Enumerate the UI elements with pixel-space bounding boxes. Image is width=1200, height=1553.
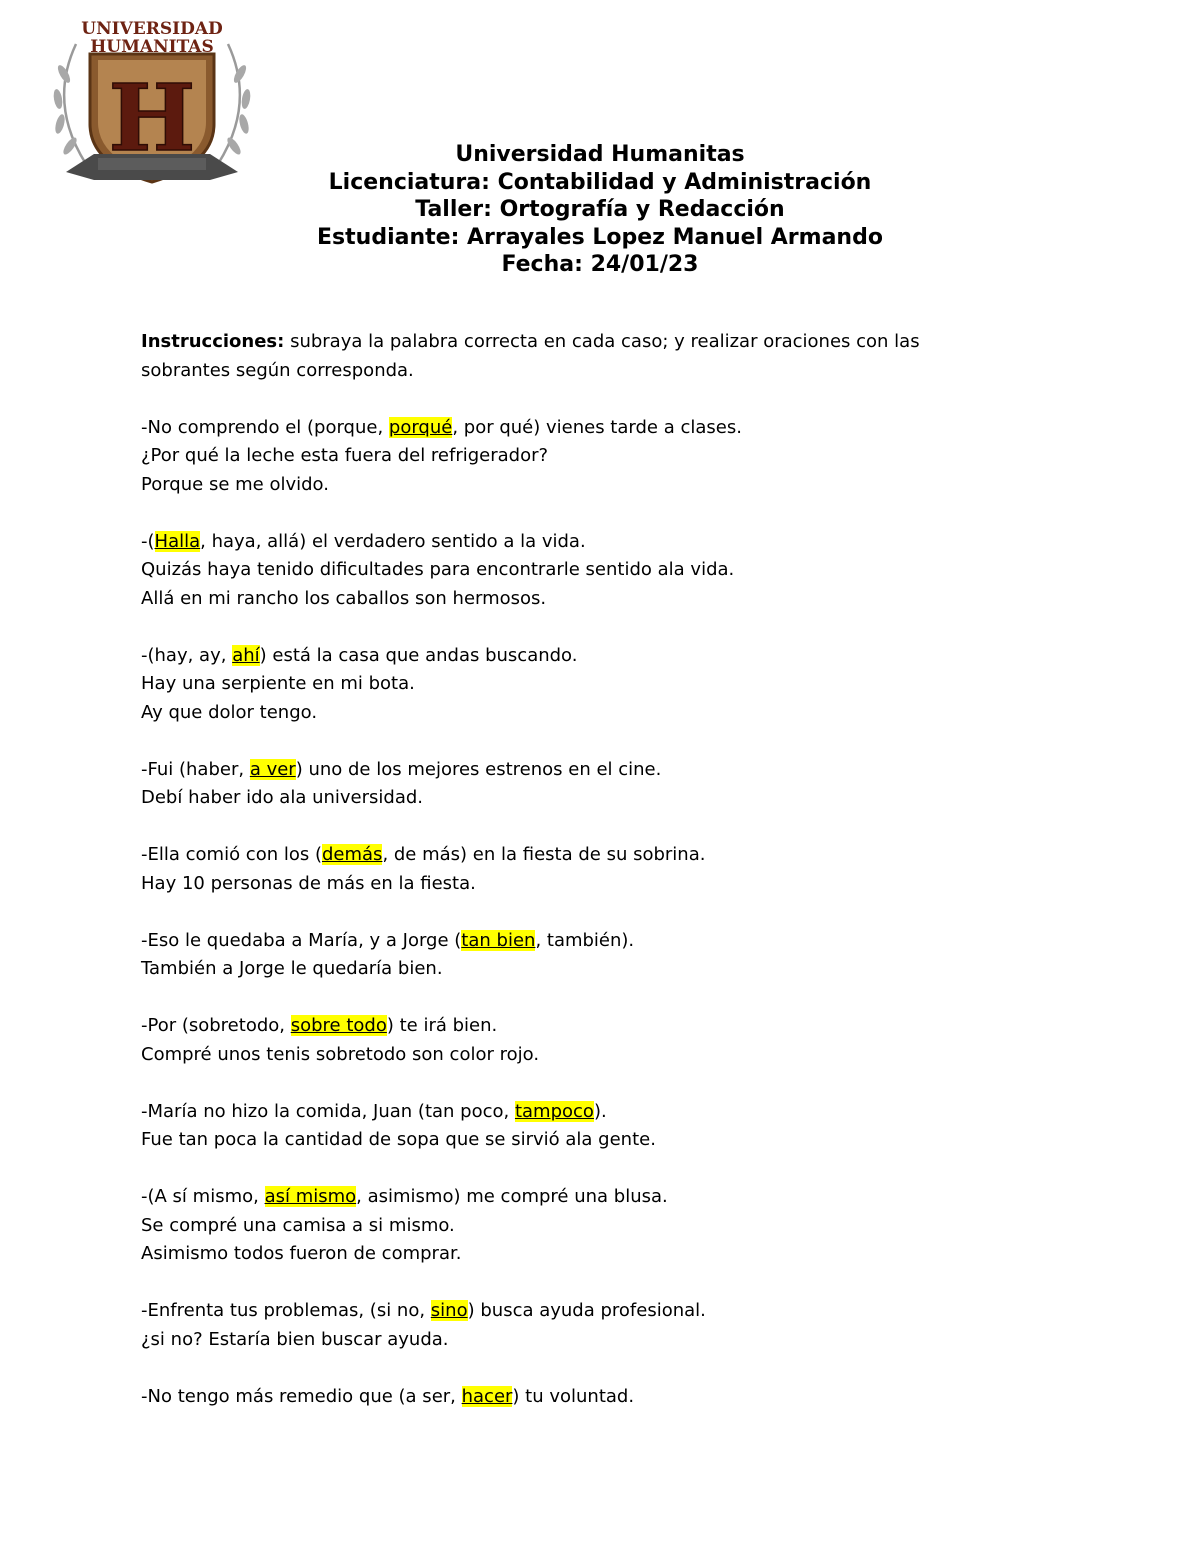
header-student: Estudiante: Arrayales Lopez Manuel Armando	[317, 224, 883, 250]
question-text: -Fui (haber,	[141, 758, 250, 780]
example-sentence: Debí haber ido ala universidad.	[141, 787, 424, 808]
question-text: -No tengo más remedio que (a ser,	[141, 1385, 462, 1407]
blank-line	[141, 613, 1001, 642]
logo-letter: H	[108, 64, 196, 172]
example-sentence: Porque se me olvido.	[141, 473, 329, 495]
blank-line	[141, 813, 1001, 842]
exercise-question	[141, 756, 1001, 785]
highlighted-answer: tan bien	[461, 929, 536, 951]
example-sentence: Hay una serpiente en mi bota.	[141, 673, 415, 694]
exercise-question	[141, 1297, 1001, 1326]
exercise-question	[141, 528, 1001, 557]
question-text: -(hay, ay,	[141, 644, 233, 666]
header-university: Universidad Humanitas	[455, 142, 745, 167]
question-text: -María no hizo la comida, Juan (tan poco,	[141, 1100, 515, 1122]
example-sentence: Hay 10 personas de más en la fiesta.	[141, 872, 476, 894]
question-text: , por qué) vienes tarde a clases.	[452, 416, 742, 438]
exercise-question	[141, 1098, 1001, 1127]
question-text: ) tu voluntad.	[512, 1385, 635, 1407]
question-text: ) está la casa que andas buscando.	[259, 644, 578, 666]
question-text: -(	[141, 530, 155, 552]
document-header	[200, 141, 1000, 279]
blank-line	[141, 1069, 1001, 1098]
highlighted-answer: así mismo	[264, 1186, 357, 1207]
example-sentence: ¿si no? Estaría bien buscar ayuda.	[141, 1328, 449, 1350]
question-text: ) te irá bien.	[386, 1015, 498, 1036]
example-sentence: Se compré una camisa a si mismo.	[141, 1214, 455, 1236]
highlighted-answer: sobre todo	[290, 1015, 387, 1036]
question-text: -Por (sobretodo,	[141, 1015, 291, 1036]
exercise-question	[141, 1183, 1001, 1212]
example-sentence: Fue tan poca la cantidad de sopa que se sirvió ala gente.	[141, 1129, 656, 1150]
highlighted-answer: demás	[321, 844, 383, 865]
blank-line	[141, 385, 1001, 414]
example-sentence: ¿Por qué la leche esta fuera del refrigerador?	[141, 445, 549, 466]
exercise-question	[141, 642, 1001, 671]
document-body	[141, 328, 1001, 1411]
example-sentence: Ay que dolor tengo.	[141, 701, 318, 723]
blank-line	[141, 898, 1001, 927]
instructions-label: Instrucciones:	[141, 331, 285, 352]
exercise-question	[141, 1383, 1001, 1412]
blank-line	[141, 499, 1001, 528]
highlighted-answer: porqué	[388, 416, 453, 438]
highlighted-answer: a ver	[249, 758, 296, 780]
question-text: -Eso le quedaba a María, y a Jorge (	[141, 929, 462, 951]
example-sentence: Quizás haya tenido dificultades para encontrarle sentido ala vida.	[141, 559, 735, 580]
example-sentence: Allá en mi rancho los caballos son hermosos.	[141, 587, 547, 609]
blank-line	[141, 727, 1001, 756]
question-text: -Enfrenta tus problemas, (si no,	[141, 1300, 431, 1321]
blank-line	[141, 1155, 1001, 1184]
question-text: -No comprendo el (porque,	[141, 416, 389, 438]
question-text: -Ella comió con los (	[141, 844, 322, 865]
header-degree: Licenciatura: Contabilidad y Administración	[328, 169, 872, 195]
example-sentence: Asimismo todos fueron de comprar.	[141, 1243, 462, 1264]
exercise-question	[141, 1012, 1001, 1041]
highlighted-answer: ahí	[232, 644, 260, 666]
highlighted-answer: Halla	[154, 530, 201, 552]
instructions-text-continued: sobrantes según corresponda.	[141, 359, 414, 381]
question-text: ).	[593, 1100, 607, 1122]
exercise-question	[141, 841, 1001, 870]
question-text: , asimismo) me compré una blusa.	[356, 1186, 668, 1207]
highlighted-answer: sino	[430, 1300, 468, 1321]
question-text: , también).	[535, 929, 635, 951]
question-text: , haya, allá) el verdadero sentido a la vida.	[200, 530, 586, 552]
header-workshop: Taller: Ortografía y Redacción	[415, 197, 785, 222]
instructions-line	[141, 328, 1001, 357]
blank-line	[141, 1354, 1001, 1383]
highlighted-answer: tampoco	[514, 1100, 594, 1122]
blank-line	[141, 1269, 1001, 1298]
exercise-list	[141, 385, 1001, 1411]
logo-text-main: HUMANITAS	[90, 37, 214, 57]
question-text: , de más) en la fiesta de su sobrina.	[382, 844, 706, 865]
logo-text-top: UNIVERSIDAD	[81, 19, 223, 39]
exercise-question	[141, 927, 1001, 956]
question-text: -(A sí mismo,	[141, 1186, 265, 1207]
question-text: ) uno de los mejores estrenos en el cine.	[295, 758, 662, 780]
blank-line	[141, 984, 1001, 1013]
exercise-question	[141, 414, 1001, 443]
example-sentence: Compré unos tenis sobretodo son color rojo.	[141, 1043, 540, 1065]
question-text: ) busca ayuda profesional.	[467, 1300, 706, 1321]
header-date: Fecha: 24/01/23	[501, 252, 699, 277]
highlighted-answer: hacer	[461, 1385, 513, 1407]
instructions-text: subraya la palabra correcta en cada caso; y realizar oraciones con las	[284, 331, 920, 352]
example-sentence: También a Jorge le quedaría bien.	[141, 958, 443, 979]
